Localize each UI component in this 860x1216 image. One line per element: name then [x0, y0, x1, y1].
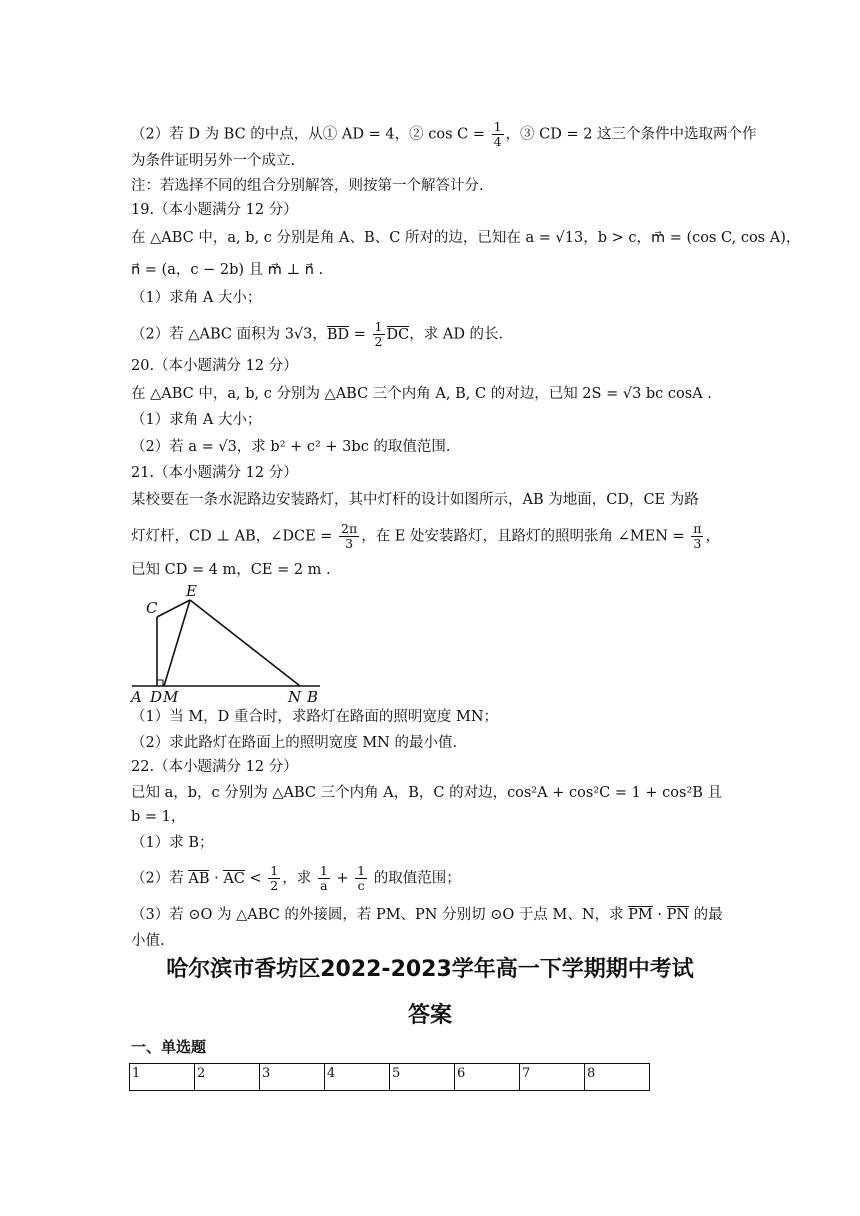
ray-em: [164, 600, 190, 686]
table-header-cell: 7: [520, 1064, 585, 1091]
q22-part2: （2）若 AB · AC < $\frac{1}{2}$ ，求 $\frac{1}{a}$ + $\frac{1}{c}$ 的取值范围；: [131, 863, 461, 893]
answer-table: [129, 1063, 650, 1091]
q20-part2: （2）若 a = √3，求 b² + c² + 3bc 的取值范围.: [131, 439, 451, 455]
fraction: $\frac{1}{2}$: [270, 863, 279, 893]
label-n: N: [288, 688, 302, 706]
q19-header: 19.（本小题满分 12 分）: [131, 202, 298, 218]
label-m: M: [163, 688, 179, 706]
q22-part1: （1）求 B；: [131, 835, 214, 851]
answers-title: 哈尔滨市香坊区2022-2023学年高一下学期期中考试: [166, 957, 694, 982]
table-header-cell: 2: [195, 1064, 260, 1091]
fraction: $\frac{1}{a}$: [319, 863, 328, 893]
section-single-choice: 一、单选题: [131, 1038, 207, 1056]
table-header-cell: 3: [260, 1064, 325, 1091]
label-c: C: [146, 599, 158, 617]
table-header-cell: 8: [585, 1064, 650, 1091]
q22-part3: （3）若 ⊙O 为 △ABC 的外接圆，若 PM、PN 分别切 ⊙O 于点 M、N，求 PM · PN 的最: [131, 907, 723, 923]
fraction: $\frac{\pi}{3}$: [693, 521, 702, 551]
fraction: $\frac{1}{2}$: [374, 319, 383, 349]
q20-header: 20.（本小题满分 12 分）: [131, 358, 298, 374]
table-header-cell: 5: [390, 1064, 455, 1091]
table-header-cell: 1: [130, 1064, 195, 1091]
label-a: A: [131, 688, 142, 706]
q21-part1: （1）当 M，D 重合时，求路灯在路面的照明宽度 MN；: [131, 709, 499, 725]
ray-en: [190, 600, 300, 686]
q20-part1: （1）求角 A 大小；: [131, 412, 262, 428]
label-e: E: [186, 582, 197, 600]
q21-stem-line1: 某校要在一条水泥路边安装路灯，其中灯杆的设计如图所示，AB 为地面，CD，CE 为路: [131, 492, 699, 508]
q21-part2: （2）求此路灯在路面上的照明宽度 MN 的最小值.: [131, 735, 458, 751]
q22-stem-line2: b = 1，: [131, 809, 186, 825]
q18-part2: （2）若 D 为 BC 的中点，从① AD = 4，② cos C = $\frac{1}{4}$ ，③ CD = 2 这三个条件中选取两个作: [131, 119, 757, 149]
q19-stem-line1: 在 △ABC 中，a, b, c 分别是角 A、B、C 所对的边，已知在 a = √13，b > c，m⃗ = (cos C, cos A)，: [131, 230, 801, 246]
q19-part1: （1）求角 A 大小；: [131, 290, 262, 306]
q22-header: 22.（本小题满分 12 分）: [131, 759, 298, 775]
q19-stem-line2: n⃗ = (a，c − 2b) 且 m⃗ ⊥ n⃗ .: [131, 262, 324, 278]
streetlamp-figure: [128, 580, 328, 706]
fraction: $\frac{2\pi}{3}$: [341, 521, 358, 551]
table-row: [130, 1064, 650, 1091]
q21-header: 21.（本小题满分 12 分）: [131, 465, 298, 481]
table-header-cell: 4: [325, 1064, 390, 1091]
q21-stem-line3: 已知 CD = 4 m，CE = 2 m .: [131, 562, 331, 578]
q18-note: 注：若选择不同的组合分别解答，则按第一个解答计分.: [131, 178, 484, 194]
q22-stem-line1: 已知 a，b，c 分别为 △ABC 三个内角 A，B，C 的对边，cos²A + cos²C = 1 + cos²B 且: [131, 785, 723, 801]
answers-subtitle: 答案: [407, 1003, 452, 1028]
label-b: B: [307, 688, 319, 706]
fraction: $\frac{1}{c}$: [357, 863, 366, 893]
fraction: $\frac{1}{4}$: [493, 119, 502, 149]
table-header-cell: 6: [455, 1064, 520, 1091]
right-angle-mark: [157, 680, 163, 686]
q20-stem: 在 △ABC 中，a, b, c 分别为 △ABC 三个内角 A, B, C 的对边，已知 2S = √3 bc cosA .: [131, 386, 712, 402]
q21-stem-line2: 灯灯杆，CD ⊥ AB，∠DCE = $\frac{2\pi}{3}$ ，在 E 处安装路灯，且路灯的照明张角 ∠MEN = $\frac{\pi}{3}$ ，: [131, 521, 720, 551]
label-d: D: [150, 688, 163, 706]
q19-part2: （2）若 △ABC 面积为 3√3，BD = $\frac{1}{2}$ DC，求 AD 的长.: [131, 319, 504, 349]
q22-part3-line2: 小值.: [131, 933, 165, 949]
q18-part2-line2: 为条件证明另外一个成立.: [131, 153, 296, 169]
